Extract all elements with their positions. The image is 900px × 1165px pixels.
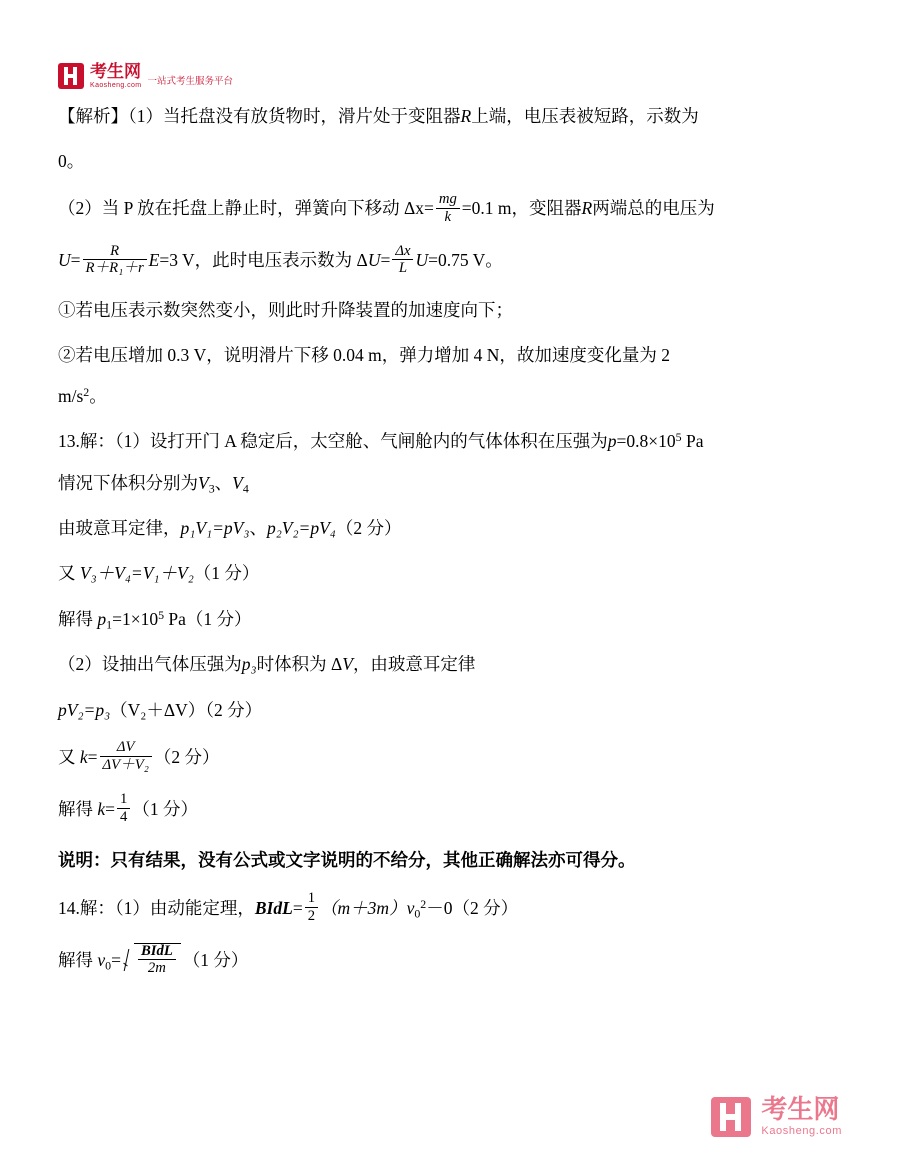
equation-boyle-1: p₁V₁=pV₃: [180, 518, 250, 539]
paragraph-analysis-2: [58, 148, 842, 175]
text-segment: =3 V，此时电压表示数为 Δ: [159, 250, 368, 271]
text-segment: 解得: [58, 608, 98, 629]
text-segment: m/s: [58, 386, 84, 407]
page-watermark: [711, 1096, 842, 1137]
text-segment: 情况下体积分别为: [58, 472, 198, 493]
fraction-BIdL-over-2m: $\frac{\text{BIdL}}{2m}$: [138, 943, 176, 977]
variable-R: R: [460, 106, 472, 126]
logo-chinese-name: 考生网: [90, 62, 141, 81]
subscript: 1: [106, 616, 113, 631]
text-segment: －0（2 分）: [426, 897, 519, 918]
text-segment: 两端总的电压为: [592, 198, 715, 219]
variable-v0: v: [406, 897, 415, 918]
text-segment: ①若电压表示数突然变小，则此时升降装置的加速度向下；: [58, 300, 513, 321]
variable-k: k: [79, 746, 88, 767]
text-segment: 上端，电压表被短路，示数为: [471, 106, 699, 126]
document-body: [58, 103, 842, 980]
paragraph-q13-7: [58, 697, 842, 724]
expression-BIdL: BIdL: [254, 897, 293, 918]
text-segment: 时体积为 Δ: [256, 654, 343, 675]
exponent: 5: [158, 607, 165, 622]
text-segment: =: [105, 798, 116, 819]
variable-U: U: [58, 250, 71, 271]
fraction-R-over-sum: $\frac{R}{\text{R＋R₁＋r}}$: [83, 243, 147, 277]
paragraph-q13-2: [58, 470, 842, 498]
text-segment: 13.解：（1）设打开门 A 稳定后，太空舱、气闸舱内的气体体积在压强为: [58, 431, 608, 452]
variable-U: U: [415, 250, 429, 271]
logo-text: [90, 63, 142, 89]
variable-V: V: [342, 654, 353, 675]
variable-V4: V: [232, 472, 243, 493]
variable-R: R: [581, 198, 593, 219]
logo-english-name: Kaosheng.com: [90, 82, 142, 89]
paragraph-q13-5: [58, 606, 842, 634]
text-segment: Pa（1 分）: [164, 608, 252, 629]
variable-V3: V: [198, 472, 209, 493]
text-segment: （V₂＋ΔV）（2 分）: [110, 699, 263, 720]
subscript: 4: [242, 480, 249, 495]
paragraph-analysis-3: [58, 193, 842, 227]
paragraph-q14-2: [58, 944, 842, 980]
paragraph-q13-1: [58, 428, 842, 455]
text-segment: =: [380, 250, 391, 271]
text-segment: 【解析】（1）当托盘没有放货物时，滑片处于变阻器: [58, 106, 461, 126]
watermark-chinese-name: 考生网: [761, 1094, 840, 1124]
square-root-expression: [123, 943, 181, 979]
paragraph-analysis-7: [58, 383, 842, 410]
text-segment: =0.8×10: [616, 431, 676, 452]
text-segment: （1 分）: [193, 563, 260, 584]
text-segment: 解得: [58, 798, 98, 819]
text-segment: 14.解：（1）由动能定理，: [58, 897, 255, 918]
watermark-logo-icon: [711, 1097, 751, 1137]
paragraph-analysis-6: [58, 342, 842, 369]
paragraph-q13-8: [58, 739, 842, 776]
text-segment: =: [111, 950, 121, 971]
text-segment: =: [87, 746, 98, 767]
variable-p1: p: [97, 608, 107, 629]
text-segment: 、: [214, 472, 233, 493]
equation-boyle-2: p₂V₂=pV₄: [266, 518, 336, 539]
paragraph-analysis-1: [58, 103, 842, 130]
text-segment: 又: [58, 746, 80, 767]
fraction-mg-over-k: $\frac{mg}{k}$: [436, 191, 460, 225]
text-segment: 。: [89, 386, 107, 407]
grading-note: 说明：只有结果，没有公式或文字说明的不给分，其他正确解法亦可得分。: [58, 850, 636, 871]
paragraph-q14-1: [58, 890, 842, 927]
fraction-dx-over-L: $\frac{\Delta x}{L}$: [392, 243, 413, 277]
watermark-english-name: Kaosheng.com: [761, 1125, 842, 1137]
text-segment: （2 分）: [153, 746, 220, 767]
equation-volume-sum: V₃＋V₄=V₁＋V₂: [79, 563, 194, 584]
subscript: 3: [208, 480, 215, 495]
text-segment: （1 分）: [182, 950, 249, 971]
variable-v0: v: [97, 950, 106, 971]
variable-k: k: [97, 798, 106, 819]
text-segment: =: [70, 250, 81, 271]
exponent: 2: [83, 385, 90, 400]
site-logo-header: [58, 55, 842, 89]
variable-p: p: [607, 431, 617, 452]
text-segment: （1 分）: [132, 798, 198, 819]
text-segment: =0.75 V。: [428, 250, 503, 271]
variable-U: U: [367, 250, 381, 271]
text-segment: ②若电压增加 0.3 V，说明滑片下移 0.04 m，弹力增加 4 N，故加速度变化量为 2: [58, 345, 671, 366]
text-segment: Pa: [681, 431, 704, 452]
kaosheng-logo-icon: [58, 63, 84, 89]
paragraph-analysis-4: [58, 242, 842, 279]
subscript: 0: [105, 958, 112, 973]
paragraph-q13-3: [58, 515, 842, 542]
text-segment: 解得: [58, 950, 98, 971]
text-segment: =0.1 m，变阻器: [461, 198, 582, 219]
exponent: 5: [675, 430, 682, 445]
variable-p3: p₃: [241, 654, 257, 675]
logo-slogan: 一站式考生服务平台: [147, 76, 234, 87]
exponent: 2: [420, 896, 427, 911]
text-segment: （2 分）: [335, 518, 402, 539]
text-segment: （2）设抽出气体压强为: [58, 654, 242, 675]
paragraph-q13-6: [58, 651, 842, 678]
text-segment: 0。: [58, 151, 85, 172]
variable-E: E: [148, 250, 160, 271]
equation-pv2: pV₂=p₃: [58, 699, 111, 720]
paragraph-q13-4: [58, 560, 842, 587]
fraction-one-quarter: $\frac{1}{4}$: [117, 791, 130, 825]
paragraph-analysis-5: [58, 297, 842, 324]
text-segment: （m＋3m）: [320, 897, 407, 918]
fraction-one-half: $\frac{1}{2}$: [305, 890, 318, 924]
text-segment: =: [292, 897, 303, 918]
fraction-dV-over-sum: $\frac{\Delta V}{\text{ΔV＋V₂}}$: [100, 739, 152, 773]
text-segment: 、: [249, 518, 267, 539]
text-segment: （2）当 P 放在托盘上静止时，弹簧向下移动 Δx=: [58, 198, 434, 219]
subscript: 0: [414, 905, 421, 920]
text-segment: ，由玻意耳定律: [352, 654, 476, 675]
text-segment: 又: [58, 563, 80, 584]
paragraph-q13-9: [58, 791, 842, 828]
text-segment: 由玻意耳定律，: [58, 518, 181, 539]
text-segment: =1×10: [112, 608, 159, 629]
